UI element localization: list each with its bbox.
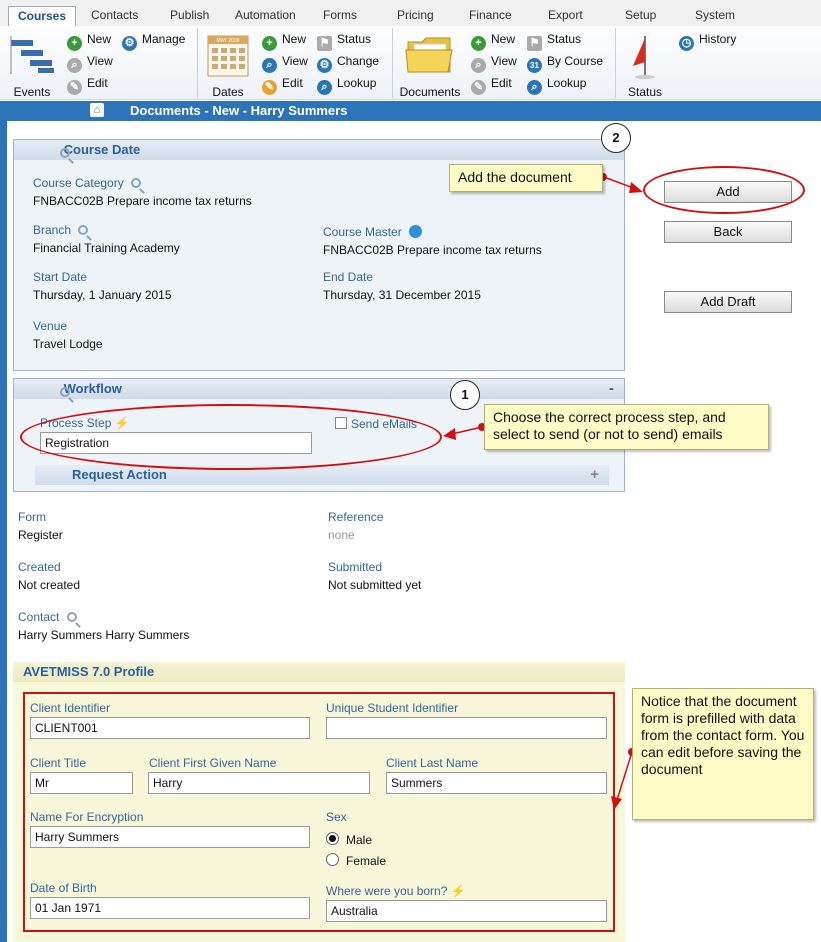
courses-view[interactable]: ⌕ View — [67, 52, 113, 70]
flag-icon: ⚑ — [317, 36, 332, 51]
tab-publish[interactable]: Publish — [170, 8, 210, 22]
end-date-value: Thursday, 31 December 2015 — [323, 288, 481, 302]
lightning-icon: ⚡ — [450, 884, 466, 898]
view-icon: ⌕ — [262, 58, 277, 73]
form-label: Form — [18, 510, 46, 524]
plus-icon: + — [67, 36, 82, 51]
arrow-process-step — [452, 427, 482, 434]
step-marker-1: 1 — [450, 380, 480, 410]
plus-icon: + — [262, 36, 277, 51]
contact-label: Contact — [18, 610, 77, 624]
course-category-value: FNBACC02B Prepare income tax returns — [33, 194, 252, 208]
tab-pricing[interactable]: Pricing — [397, 8, 434, 22]
courses-edit[interactable]: ✎ Edit — [67, 74, 108, 92]
view-icon: ⌕ — [67, 58, 82, 73]
status-label: Status — [627, 85, 663, 99]
sex-female-label: Female — [346, 854, 387, 868]
documents-label: Documents — [399, 85, 461, 99]
page-title: Documents - New - Harry Summers — [130, 103, 348, 118]
home-icon[interactable]: ⌂ — [90, 103, 104, 117]
submitted-label: Submitted — [328, 560, 383, 574]
reference-value: none — [328, 528, 355, 542]
end-date-label: End Date — [323, 270, 374, 284]
venue-value: Travel Lodge — [33, 337, 103, 351]
branch-value: Financial Training Academy — [33, 241, 180, 255]
submitted-value: Not submitted yet — [328, 578, 422, 592]
plus-icon: + — [471, 36, 486, 51]
client-id-input[interactable]: CLIENT001 — [30, 717, 310, 739]
add-button[interactable]: Add — [664, 181, 792, 203]
birthplace-input[interactable]: Australia — [326, 900, 607, 922]
form-value: Register — [18, 528, 63, 542]
encryption-name-input[interactable]: Harry Summers — [30, 826, 310, 848]
calendar-tag: MAY 2009 — [216, 38, 240, 44]
collapse-button[interactable]: - — [609, 380, 614, 397]
avetmiss-header: AVETMISS 7.0 Profile — [13, 662, 625, 682]
first-name-input[interactable]: Harry — [148, 772, 370, 794]
last-name-label: Client Last Name — [386, 756, 479, 770]
tab-contacts[interactable]: Contacts — [91, 8, 139, 22]
gear-icon: ⚙ — [317, 58, 332, 73]
manage-icon: ⚙ — [122, 36, 137, 51]
birthplace-label: Where were you born? ⚡ — [326, 884, 466, 898]
tab-finance[interactable]: Finance — [469, 8, 512, 22]
dates-view[interactable]: ⌕ View — [262, 52, 308, 70]
docs-new[interactable]: + New — [471, 30, 515, 48]
tab-forms[interactable]: Forms — [323, 8, 357, 22]
tab-courses[interactable]: Courses — [8, 6, 76, 26]
docs-edit[interactable]: ✎ Edit — [471, 74, 512, 92]
dates-new[interactable]: + New — [262, 30, 306, 48]
dates-status[interactable]: ⚑ Status — [317, 30, 371, 48]
callout-process-step: Choose the correct process step, and select to send (or not to send) emails — [484, 404, 769, 450]
edit-icon: ✎ — [262, 80, 277, 95]
docs-by-course[interactable]: 31 By Course — [527, 52, 603, 70]
venue-label: Venue — [33, 319, 68, 333]
workflow-header: Workflow - — [14, 379, 624, 399]
course-date-header: Course Date — [14, 140, 624, 160]
first-name-label: Client First Given Name — [149, 756, 277, 770]
dob-input[interactable]: 01 Jan 1971 — [30, 897, 310, 919]
history-button[interactable]: ◷ History — [679, 30, 736, 48]
back-button[interactable]: Back — [664, 221, 792, 243]
dates-lookup[interactable]: ⌕ Lookup — [317, 74, 376, 92]
sex-male-label: Male — [346, 833, 373, 847]
encryption-name-label: Name For Encryption — [30, 810, 144, 824]
created-label: Created — [18, 560, 61, 574]
course-master-label: Course Master — [323, 225, 422, 239]
flag-icon: ⚑ — [527, 36, 542, 51]
tab-setup[interactable]: Setup — [625, 8, 657, 22]
last-name-input[interactable]: Summers — [386, 772, 607, 794]
process-step-input[interactable]: Registration — [40, 432, 312, 454]
docs-status[interactable]: ⚑ Status — [527, 30, 581, 48]
process-step-label: Process Step ⚡ — [40, 416, 130, 430]
docs-lookup[interactable]: ⌕ Lookup — [527, 74, 586, 92]
tab-automation[interactable]: Automation — [235, 8, 296, 22]
tab-system[interactable]: System — [695, 8, 736, 22]
start-date-label: Start Date — [33, 270, 88, 284]
client-title-label: Client Title — [30, 756, 87, 770]
course-master-value: FNBACC02B Prepare income tax returns — [323, 243, 542, 257]
request-action-bar[interactable]: Request Action + — [35, 465, 609, 485]
search-icon: ⌕ — [527, 80, 542, 95]
tab-export[interactable]: Export — [548, 8, 583, 22]
send-emails-label: Send eMails — [351, 417, 418, 431]
edit-icon: ✎ — [67, 80, 82, 95]
courses-manage[interactable]: ⚙ Manage — [122, 30, 185, 48]
client-title-input[interactable]: Mr — [30, 772, 133, 794]
sex-label: Sex — [326, 810, 347, 824]
docs-view[interactable]: ⌕ View — [471, 52, 517, 70]
lightning-icon: ⚡ — [114, 416, 130, 430]
start-date-value: Thursday, 1 January 2015 — [33, 288, 172, 302]
edit-icon: ✎ — [471, 80, 486, 95]
reference-label: Reference — [328, 510, 384, 524]
search-icon: ⌕ — [317, 80, 332, 95]
branch-label: Branch — [33, 223, 88, 237]
callout-add-document: Add the document — [449, 164, 603, 192]
clock-icon: ◷ — [679, 36, 694, 51]
callout-prefilled: Notice that the document form is prefilled with data from the contact form. You can edit before saving the document — [632, 688, 814, 820]
dates-edit[interactable]: ✎ Edit — [262, 74, 303, 92]
events-label: Events — [13, 85, 51, 99]
arrow-prefill — [617, 752, 632, 800]
add-draft-button[interactable]: Add Draft — [664, 291, 792, 313]
courses-new[interactable]: + New — [67, 30, 111, 48]
calendar-day-icon: 31 — [527, 58, 542, 73]
contact-value: Harry Summers Harry Summers — [18, 628, 190, 642]
dates-label: Dates — [212, 85, 244, 99]
dob-label: Date of Birth — [30, 881, 97, 895]
created-value: Not created — [18, 578, 81, 592]
usi-label: Unique Student Identifier — [326, 701, 459, 715]
step-marker-2: 2 — [601, 123, 631, 153]
expand-button[interactable]: + — [590, 466, 599, 483]
dates-change[interactable]: ⚙ Change — [317, 52, 379, 70]
course-category-label: Course Category — [33, 176, 141, 190]
view-icon: ⌕ — [471, 58, 486, 73]
client-id-label: Client Identifier — [30, 701, 111, 715]
